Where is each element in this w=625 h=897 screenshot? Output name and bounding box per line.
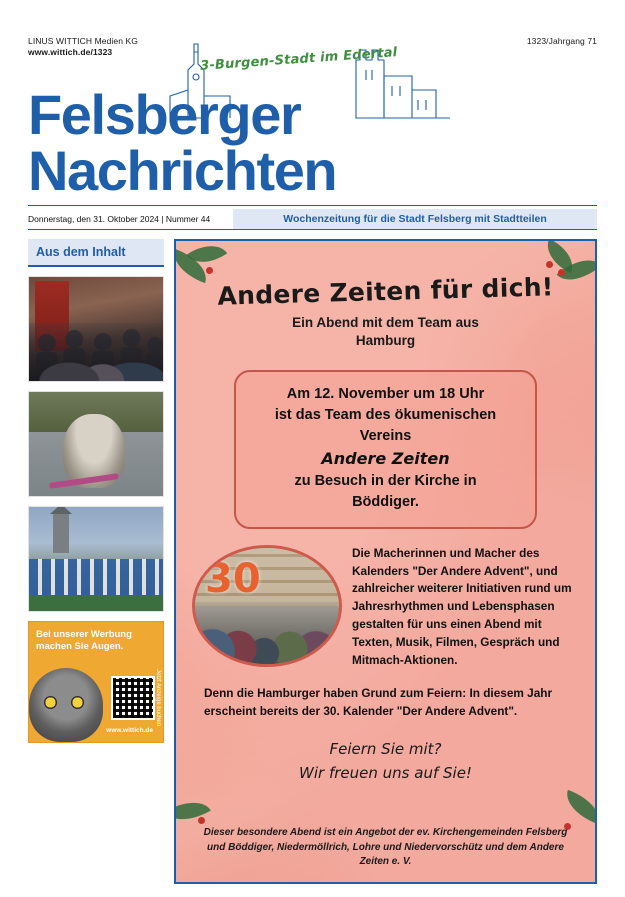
date-divider: [28, 229, 597, 230]
city-slogan: 3-Burgen-Stadt im Edertal: [199, 45, 398, 74]
audience-silhouettes-icon: [29, 309, 163, 381]
publisher-name: LINUS WITTICH Medien KG: [28, 36, 138, 46]
cat-eye-right-icon: [71, 696, 84, 709]
thumbnail-choir[interactable]: [28, 506, 164, 612]
event-poster[interactable]: [174, 239, 597, 884]
info-line-5: zu Besuch in der Kirche in: [294, 472, 477, 489]
sidebar-heading: Aus dem Inhalt: [28, 239, 164, 267]
date-line: Donnerstag, den 31. Oktober 2024 | Nummer 44: [28, 213, 211, 224]
thumbnail-dog[interactable]: [28, 391, 164, 497]
ad-side-text: Jetzt Anzeige buchen: [155, 668, 161, 726]
closing-line-1: Feiern Sie mit?: [329, 739, 442, 758]
info-line-4: Andere Zeiten: [321, 449, 450, 469]
content-area: [28, 239, 597, 884]
poster-footnote: Dieser besondere Abend ist ein Angebot der ev. Kirchengemeinden Felsberg und Böddiger, Niedermöllrich, Lohre und Niedervorschütz und dem Andere Zeiten e. V.: [203, 827, 568, 868]
cat-eye-left-icon: [44, 696, 57, 709]
poster-body-text-1: Die Macherinnen und Macher des Kalenders "Der Andere Advent", und zahlreicher weiterer Initiativen rund um Jahresrhythmen und Lebensphasen gestalten für uns einen Abend mit Texten, Musik, Filmen, Gespräch und Mitmach-Aktionen.: [352, 545, 572, 668]
poster-subheadline: [192, 314, 579, 350]
poster-middle-row: [192, 545, 579, 670]
leaf-decoration-icon: [560, 790, 597, 824]
publisher-block: [28, 36, 138, 59]
thumbnail-audience[interactable]: [28, 276, 164, 382]
date-bar: [28, 209, 597, 229]
paper-subtitle: Wochenzeitung für die Stadt Felsberg mit Stadtteilen: [233, 209, 597, 229]
leaf-decoration-icon: [174, 791, 211, 830]
ad-line-1: Bei unserer Werbung: [36, 628, 132, 640]
poster-subheadline-line-2: Hamburg: [355, 333, 416, 349]
berry-decoration-icon: [198, 817, 205, 824]
church-tower-shape: [53, 513, 69, 553]
anniversary-badge: 30: [205, 555, 261, 602]
info-line-1: Am 12. November um 18 Uhr: [286, 386, 485, 403]
ad-url[interactable]: www.wittich.de: [106, 726, 153, 734]
team-photo[interactable]: [192, 545, 342, 667]
berry-decoration-icon: [546, 261, 553, 268]
main-article: [174, 239, 597, 884]
title-divider: [28, 205, 597, 206]
cat-illustration: [29, 668, 103, 742]
advertisement-box[interactable]: [28, 621, 164, 743]
castle-sketch: [160, 30, 460, 125]
info-line-2: ist das Team des ökumenischen: [274, 407, 497, 424]
poster-headline: Andere Zeiten für dich!: [217, 272, 554, 311]
sidebar: [28, 239, 164, 884]
info-line-6: Böddiger.: [352, 493, 419, 510]
publisher-website[interactable]: www.wittich.de/1323: [28, 47, 113, 58]
choir-foreground: [29, 595, 163, 611]
berry-decoration-icon: [206, 267, 213, 274]
qr-code-icon[interactable]: [111, 676, 155, 720]
poster-subheadline-line-1: Ein Abend mit dem Team aus: [292, 314, 479, 330]
poster-body-text-2: Denn die Hamburger haben Grund zum Feiern: In diesem Jahr erscheint bereits der 30. Kalender "Der Andere Advent".: [204, 686, 553, 719]
page-title: Felsberger Nachrichten: [28, 82, 337, 202]
poster-closing: [192, 737, 579, 785]
closing-line-2: Wir freuen uns auf Sie!: [299, 763, 472, 782]
team-group-silhouettes: [195, 602, 339, 664]
ad-text: [36, 629, 157, 653]
castle-line-art-icon: [160, 30, 460, 125]
event-info-box: [234, 370, 537, 528]
info-line-3: Vereins: [359, 428, 412, 445]
ad-line-2: machen Sie Augen.: [36, 640, 124, 652]
issue-reference: 1323/Jahrgang 71: [526, 36, 597, 46]
